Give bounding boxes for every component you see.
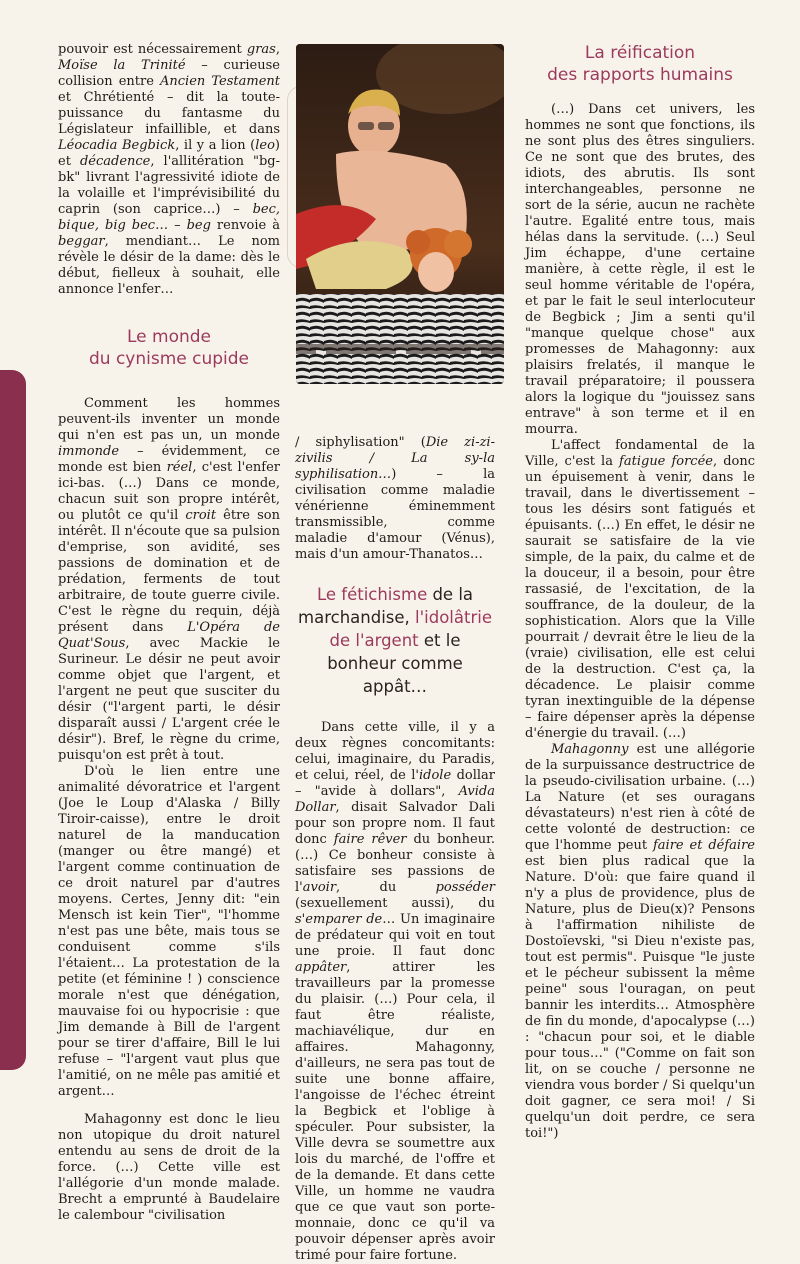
left-paragraph-1: pouvoir est nécessairement gras, Moïse la Trinité – curieuse collision entre Ancien Testament et Chrétienté – dit la toute-puissance du fantasme du Législateur infaillible, et dans Léocadia Begbick, il y a lion (leo) et décadence, l'allitération "bg-bk" livrant l'agressivité idiote de la volaille et l'imprévisibilité du caprin (son caprice…) – bec, bique, big bec… – beg renvoie à beggar, mendiant… Le nom révèle le désir de la dame: dès le début, fielleux à souhait, elle annonce l'enfer… <box>58 42 280 297</box>
left-paragraph-3: D'où le lien entre une animalité dévoratrice et l'argent (Joe le Loup d'Alaska / Billy Tiroir-caisse), entre le droit naturel de la manducation (manger ou être mangé) et l'argent comme continuation de ce droit naturel par d'autres moyens. Certes, Jenny dit: "ein Mensch ist kein Tier", "l'homme n'est pas une bête, mais tous se conduisent comme s'ils l'étaient… La protestation de la petite (et féminine ! ) conscience morale n'est que dénégation, mauvaise foi ou hypocrisie : que Jim demande à Bill de l'argent pour se tirer d'affaire, Bill le lui refuse – "l'argent vaut plus que l'amitié, on ne mêle pas amitié et argent… <box>58 764 280 1099</box>
italic-span: immonde <box>58 444 120 459</box>
italic-span: Die zi-zi-zivilis / La sy-la syphilisation… <box>295 435 495 482</box>
magenta-side-tab <box>0 370 26 1070</box>
right-paragraph-3: Mahagonny est une allégorie de la surpuissance destructrice de la pseudo-civilisation urbaine. (…) La Nature (et ses ouragans dévastateurs) n'est rien à côté de cette volonté de destruction: ce que l'homme peut faire et défaire est bien plus radical que la Nature. D'où: que faire quand il n'y a plus de providence, plus de Nature, plus de Dieu(x)? Pensons à l'affirmation nihiliste de Dostoïevski, "si Dieu n'existe pas, tout est permis". Puisque "le juste et le pécheur subissent la même peine" sous l'ouragan, on peut bannir les interdits… Atmosphère de fin du monde, d'apocalypse (…) : "chacun pour soi, et le diable pour tous…" ("Comme on fait son lit, on se couche / personne ne viendra vous border / Si quelqu'un doit gagner, ce sera moi! / Si quelqu'un doit perdre, ce sera toi!") <box>525 742 755 1141</box>
italic-span: faire rêver <box>333 832 407 847</box>
italic-span: fatigue forcée <box>619 454 713 469</box>
right-paragraph-2: L'affect fondamental de la Ville, c'est la fatigue forcée, donc un épuisement à venir, dans le travail, dans le divertissement – tous les désirs sont fatigués et épuisants. (…) En effet, le désir ne saurait se satisfaire de la vie simple, de la paix, du calme et de la douceur, il a besoin, pour être rassasié, de l'excitation, de la souffrance, de la douleur, de la sophistication. Alors que la Ville pourrait / devrait être le lieu de la (vraie) civilisation, elle est celui de la destruction. C'est ça, la décadence. Le plaisir comme tyran inextinguible de la dépense – faire dépenser après la dépense d'énergie du travail. (…) <box>525 438 755 741</box>
right-paragraph-1: (…) Dans cet univers, les hommes ne sont que fonctions, ils ne sont plus des êtres singuliers. Ce ne sont que des brutes, des idiots, des abrutis. Ils sont interchangeables, personne ne sort de la série, aucun ne rachète l'autre. Egalité entre tous, mais hélas dans la servitude. (…) Seul Jim échappe, d'une certaine manière, à cette règle, il est le seul homme véritable de l'opéra, et par le fait le seul interlocuteur de Begbick ; Jim a senti qu'il "manque quelque chose" aux promesses de Mahagonny: aux plaisirs frelatés, il manque le travail préparatoire; il poussera alors la logique du "jouissez sans entrave" à son terme et il en mourra. <box>525 102 755 437</box>
italic-span: s'emparer de <box>295 912 383 927</box>
italic-span: beggar <box>58 234 105 249</box>
stage-photo-illustration <box>296 44 504 384</box>
heading-reification <box>525 42 755 86</box>
italic-span: beg <box>186 218 211 233</box>
italic-span: gras <box>246 42 276 57</box>
heading-fetichisme <box>295 583 495 698</box>
heading-accent-part: Le fétichisme <box>316 585 428 604</box>
italic-span: bec, bique, big bec… <box>58 202 280 233</box>
middle-paragraph-2: Dans cette ville, il y a deux règnes concomitants: celui, imaginaire, du Paradis, et celui, réel, de l'idole dollar – "avide à dollars", Avida Dollar, disait Salvador Dali pour son propre nom. Il faut donc faire rêver du bonheur. (…) Ce bonheur consiste à satisfaire ses passions de l'avoir, du posséder (sexuellement aussi), du s'emparer de… Un imaginaire de prédateur qui voit en tout une proie. Il faut donc appâter, attirer les travailleurs par la promesse du plaisir. (…) Pour cela, il faut être réaliste, machiavélique, dur en affaires. Mahagonny, d'ailleurs, ne sera pas tout de suite une bonne affaire, l'angoisse de l'échec étreint la Begbick et l'oblige à spéculer. Pour subsister, la Ville devra se soumettre aux lois du marché, de l'offre et de la demande. Et dans cette Ville, un homme ne vaudra que ce que vaut son porte-monnaie, donc ce qu'il va pouvoir dépenser après avoir trimé pour faire fortune. <box>295 720 496 1263</box>
middle-paragraph-1: / siphylisation" (Die zi-zi-zivilis / La sy-la syphilisation…) – la civilisation comme maladie vénérienne éminemment transmissible, comme maladie d'amour (Vénus), mais d'un amour-Thanatos… <box>295 435 495 562</box>
middle-column <box>295 435 495 1264</box>
heading-reification-line2: des rapports humains <box>547 65 733 85</box>
italic-span: Mahagonny <box>551 742 629 757</box>
right-column <box>525 42 755 1142</box>
italic-span: faire et défaire <box>653 838 755 853</box>
italic-span: leo <box>255 138 275 153</box>
heading-reification-line1: La réification <box>584 43 696 63</box>
italic-span: Moïse la Trinité <box>58 58 186 73</box>
heading-le-monde-line2: du cynisme cupide <box>88 349 250 369</box>
italic-span: Ancien Testament <box>160 74 280 89</box>
heading-dark-part: de la marchandise, <box>298 585 474 627</box>
left-paragraph-4: Mahagonny est donc le lieu non utopique du droit naturel entendu au sens de droit de la force. (…) Cette ville est l'allégorie d'un monde malade. Brecht a emprunté à Baudelaire le calembour "civilisation <box>58 1112 280 1223</box>
heading-accent-part: l'idolâtrie de l'argent <box>329 608 492 650</box>
heading-le-monde <box>58 326 280 370</box>
italic-span: Avida Dollar <box>295 784 495 815</box>
italic-span: décadence <box>79 154 151 169</box>
italic-span: appâter <box>295 960 347 975</box>
italic-span: L'Opéra de Quat'Sous <box>58 620 280 651</box>
italic-span: avoir <box>302 880 337 895</box>
italic-span: idole <box>418 768 452 783</box>
italic-span: Léocadia Begbick <box>58 138 176 153</box>
stage-photo-icon <box>296 44 504 384</box>
left-paragraph-2: Comment les hommes peuvent-ils inventer un monde qui n'en est pas un, un monde immonde – évidemment, ce monde est bien réel, c'est l'enfer ici-bas. (…) Dans ce monde, chacun suit son propre intérêt, ou plutôt ce qu'il croit être son intérêt. Il n'écoute que sa pulsion d'emprise, son avidité, ses passions de domination et de prédation, ferments de tout arbitraire, de toute guerre civile. C'est le règne du requin, déjà présent dans L'Opéra de Quat'Sous, avec Mackie le Surineur. Le désir ne peut avoir comme objet que l'argent, et l'argent ne peut que susciter du désir ("l'argent parti, le désir disparaît aussi / L'argent crée le désir"). Bref, le règne du crime, puisqu'on est prêt à tout. <box>58 396 281 763</box>
heading-dark-part: et le bonheur comme appât… <box>327 631 463 696</box>
italic-span: croit <box>185 508 217 523</box>
italic-span: réel <box>166 460 193 475</box>
heading-le-monde-line1: Le monde <box>126 327 212 347</box>
italic-span: posséder <box>435 880 495 895</box>
left-column <box>58 42 280 1224</box>
